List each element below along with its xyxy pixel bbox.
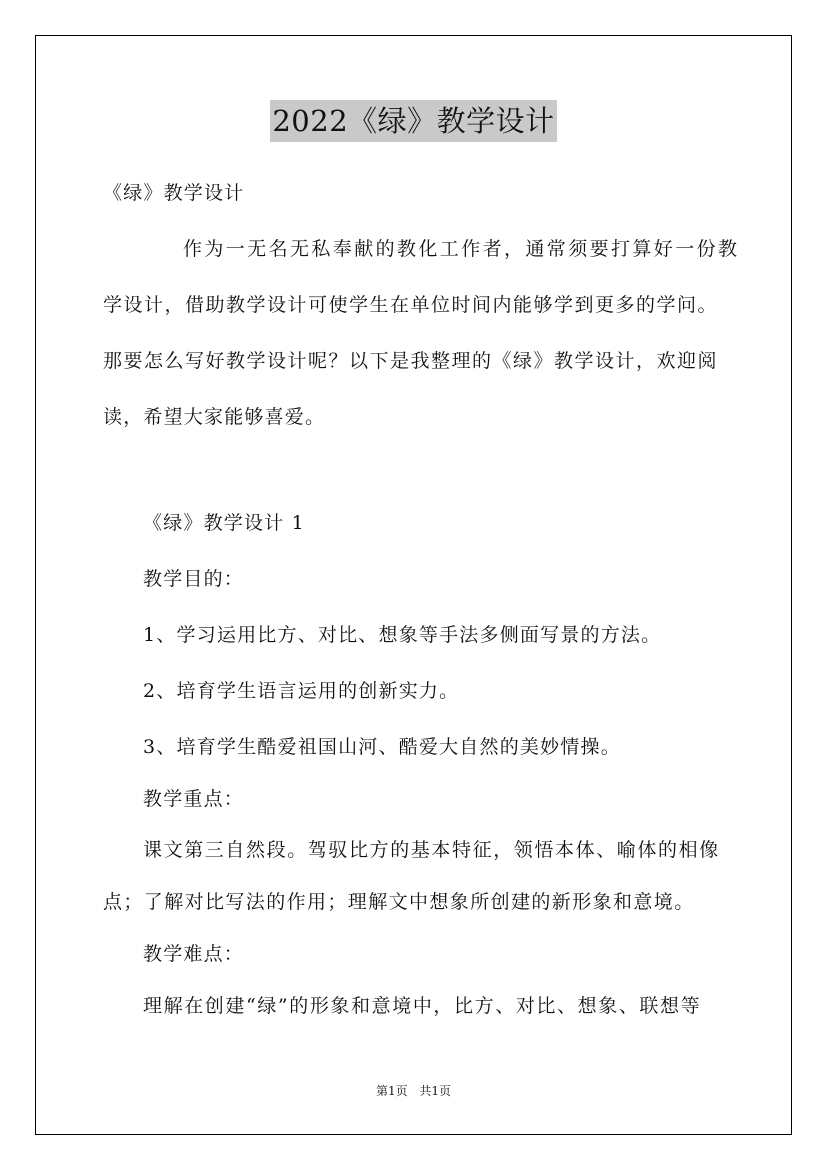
goal-item-2: 2、培育学生语言运用的创新实力。 xyxy=(143,680,460,702)
page-footer xyxy=(0,1083,827,1099)
intro-line-2: 学设计，借助教学设计可使学生在单位时间内能够学到更多的学问。 xyxy=(103,294,719,316)
focus-label: 教学重点： xyxy=(143,788,245,810)
footer-page-total: 共1页 xyxy=(419,1084,452,1098)
intro-line-1-text: 作为一无名无私奉献的教化工作者，通常须要打算好一份教 xyxy=(183,238,740,260)
intro-line-3: 那要怎么写好教学设计呢？以下是我整理的《绿》教学设计，欢迎阅 xyxy=(103,350,719,372)
focus-line-1: 课文第三自然段。驾驭比方的基本特征，领悟本体、喻体的相像 xyxy=(143,839,720,861)
document-title: 2022《绿》教学设计 xyxy=(270,100,556,142)
document-subtitle: 《绿》教学设计 xyxy=(103,182,245,204)
goal-item-3: 3、培育学生酷爱祖国山河、酷爱大自然的美妙情操。 xyxy=(143,736,621,758)
intro-line-1 xyxy=(183,237,740,261)
footer-page-current: 第1页 xyxy=(375,1084,408,1098)
difficulty-line-1: 理解在创建“绿”的形象和意境中，比方、对比、想象、联想等 xyxy=(143,995,702,1017)
focus-line-2: 点；了解对比写法的作用；理解文中想象所创建的新形象和意境。 xyxy=(103,891,695,913)
difficulty-label: 教学难点： xyxy=(143,943,245,965)
title-container xyxy=(0,100,827,142)
goals-label: 教学目的： xyxy=(143,568,245,590)
goal-item-1: 1、学习运用比方、对比、想象等手法多侧面写景的方法。 xyxy=(143,624,662,646)
section-heading: 《绿》教学设计 1 xyxy=(143,512,305,534)
intro-line-4: 读，希望大家能够喜爱。 xyxy=(103,406,326,428)
